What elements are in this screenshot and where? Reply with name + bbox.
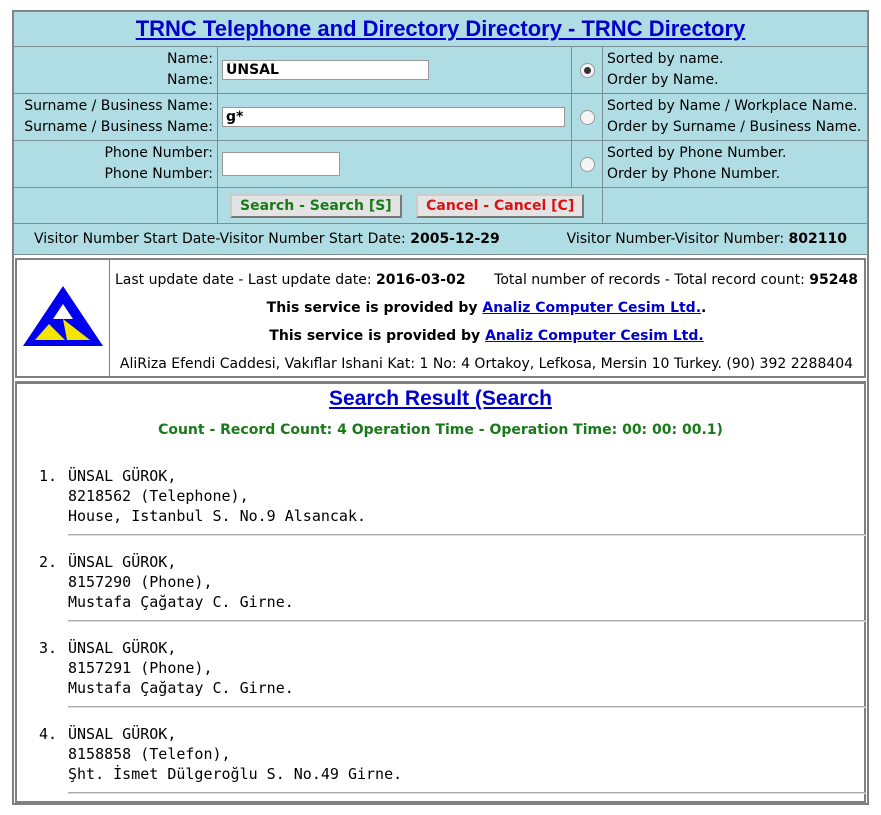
- provided-text-1: This service is provided by: [266, 300, 478, 316]
- total-records-value: 95248: [809, 272, 858, 288]
- visitor-start: [34, 231, 500, 247]
- phone-label: Phone Number: Phone Number:: [14, 141, 218, 188]
- provided-suffix-1: .: [701, 300, 707, 316]
- list-item: [39, 638, 866, 708]
- item-divider: [68, 620, 866, 622]
- phone-input[interactable]: [222, 152, 340, 176]
- item-phone: 8157290 (Phone),: [68, 573, 213, 591]
- buttons-cell: [218, 188, 603, 224]
- provider-link-2[interactable]: Analiz Computer Cesim Ltd.: [485, 328, 704, 344]
- phone-input-cell: [218, 141, 572, 188]
- item-number: 2.: [39, 553, 58, 571]
- sort-name-label: Sorted by name. Order by Name.: [603, 47, 868, 94]
- sort-by-name-radio[interactable]: [580, 63, 595, 78]
- triangle-logo-icon: [17, 260, 109, 376]
- visitor-row: [14, 224, 868, 255]
- sort-business-radio-cell: [572, 94, 603, 141]
- item-number: 3.: [39, 639, 58, 657]
- item-name: ÜNSAL GÜROK,: [68, 639, 177, 657]
- visitor-number-label: Visitor Number-Visitor Number:: [566, 231, 785, 247]
- provided-line-1: [115, 300, 858, 316]
- name-label: Name: Name:: [14, 47, 218, 94]
- total-records-label: Total number of records - Total record count:: [494, 272, 805, 288]
- cancel-button[interactable]: Cancel - Cancel [C]: [416, 194, 584, 218]
- sort-phone-radio-cell: [572, 141, 603, 188]
- results-stats: Count - Record Count: 4 Operation Time - Operation Time: 00: 00: 00.1): [158, 422, 723, 438]
- item-number: 1.: [39, 467, 58, 485]
- item-phone: 8218562 (Telephone),: [68, 487, 249, 505]
- surname-label: Surname / Business Name: Surname / Business Name:: [14, 94, 218, 141]
- last-update: [115, 272, 466, 288]
- sort-phone-label: Sorted by Phone Number. Order by Phone Number.: [603, 141, 868, 188]
- provider-address: AliRiza Efendi Caddesi, Vakıflar Ishani Kat: 1 No: 4 Ortakoy, Lefkosa, Mersin 10 Turkey. (90) 392 2288404: [119, 356, 854, 372]
- item-divider: [68, 534, 866, 536]
- item-address: Mustafa Çağatay C. Girne.: [68, 593, 294, 611]
- provider-link-1[interactable]: Analiz Computer Cesim Ltd.: [482, 300, 702, 316]
- visitor-start-value: 2005-12-29: [410, 231, 500, 247]
- surname-input-cell: [218, 94, 572, 141]
- item-address: House, Istanbul S. No.9 Alsancak.: [68, 507, 367, 525]
- results-list: [39, 466, 866, 810]
- list-item: [39, 724, 866, 794]
- provided-text-2: This service is provided by: [269, 328, 481, 344]
- sort-name-radio-cell: [572, 47, 603, 94]
- provided-line-2: [115, 328, 858, 344]
- item-phone: 8158858 (Telefon),: [68, 745, 231, 763]
- last-update-value: 2016-03-02: [376, 272, 466, 288]
- visitor-start-label: Visitor Number Start Date-Visitor Number Start Date:: [34, 231, 406, 247]
- item-phone: 8157291 (Phone),: [68, 659, 213, 677]
- item-name: ÜNSAL GÜROK,: [68, 725, 177, 743]
- buttons-right-cell: [603, 188, 868, 224]
- sort-by-phone-radio[interactable]: [580, 157, 595, 172]
- sort-business-label: Sorted by Name / Workplace Name. Order by Surname / Business Name.: [603, 94, 868, 141]
- item-address: Şht. İsmet Dülgeroğlu S. No.49 Girne.: [68, 765, 403, 783]
- item-address: Mustafa Çağatay C. Girne.: [68, 679, 294, 697]
- item-number: 4.: [39, 725, 58, 743]
- name-input[interactable]: [222, 60, 429, 80]
- item-divider: [68, 706, 866, 708]
- update-line: [115, 272, 858, 288]
- info-panel: [15, 258, 866, 378]
- list-item: [39, 552, 866, 622]
- buttons-left-cell: [14, 188, 218, 224]
- results-title[interactable]: Search Result (Search: [329, 387, 552, 410]
- item-name: ÜNSAL GÜROK,: [68, 553, 177, 571]
- logo-cell: [17, 260, 110, 376]
- last-update-label: Last update date - Last update date:: [115, 272, 372, 288]
- sort-by-business-radio[interactable]: [580, 110, 595, 125]
- search-form: [13, 11, 868, 255]
- item-divider: [68, 792, 866, 794]
- page-title-link[interactable]: TRNC Telephone and Directory Directory - TRNC Directory: [135, 16, 746, 41]
- title-cell: [14, 12, 868, 47]
- total-records: [494, 272, 858, 288]
- address-line: [115, 356, 858, 372]
- results-panel: [15, 381, 866, 803]
- list-item: [39, 466, 866, 536]
- visitor-number-value: 802110: [788, 231, 847, 247]
- visitor-number: [567, 231, 847, 247]
- name-input-cell: [218, 47, 572, 94]
- surname-input[interactable]: [222, 107, 565, 127]
- search-button[interactable]: Search - Search [S]: [230, 194, 402, 218]
- item-name: ÜNSAL GÜROK,: [68, 467, 177, 485]
